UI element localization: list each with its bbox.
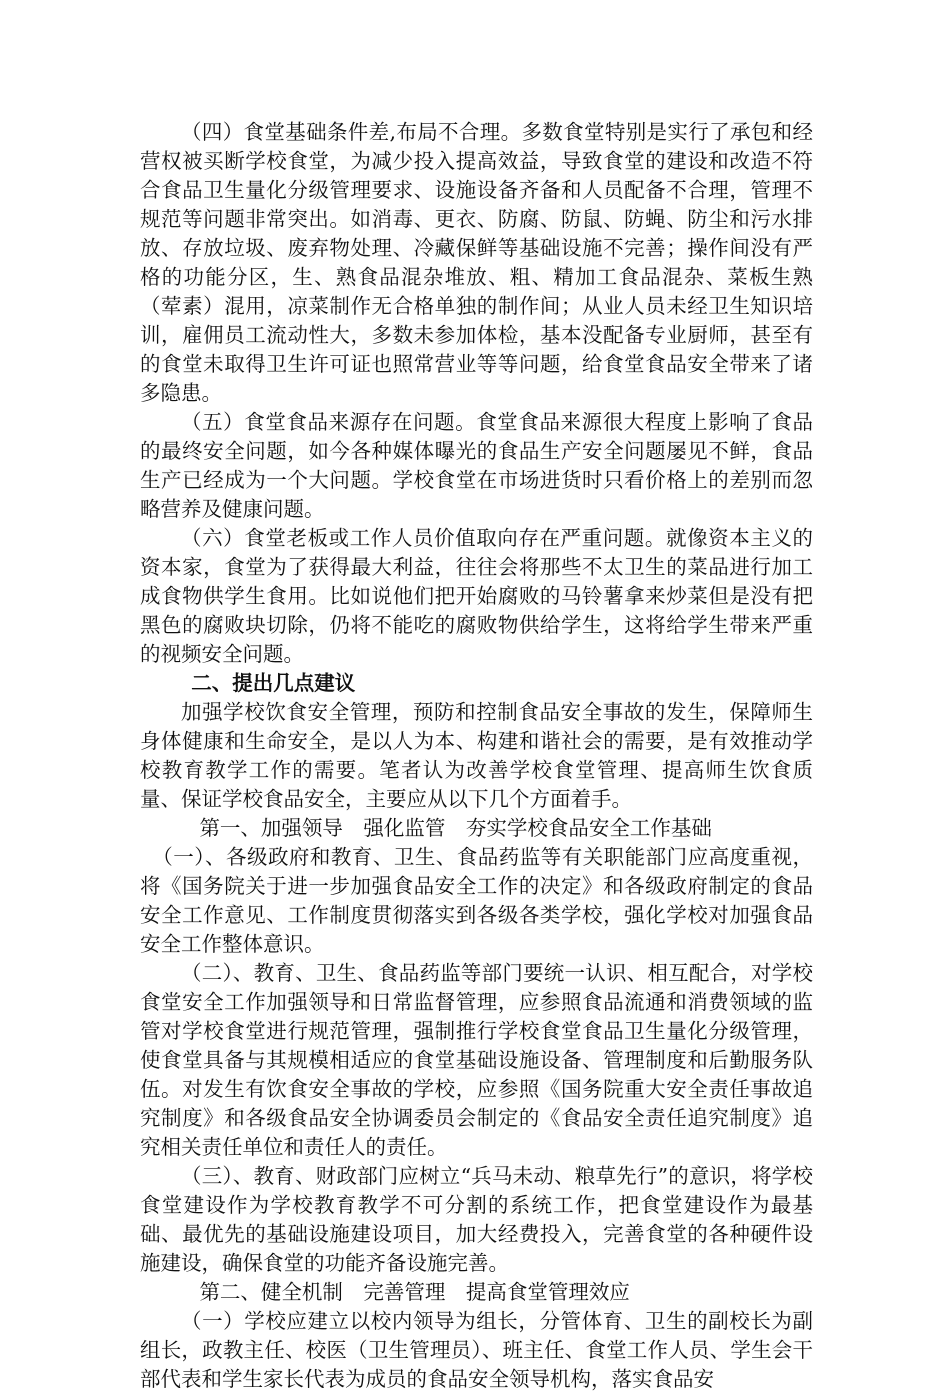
paragraph-staff-values: （六）食堂老板或工作人员价值取向存在严重问题。就像资本主义的资本家，食堂为了获得最大利益，往往会将那些不太卫生的菜品进行加工成食物供学生食用。比如说他们把开始腐败的马铃薯拿来炒菜但是没有把黑色的腐败块切除，仍将不能吃的腐败物供给学生，这将给学生带来严重的视频安全问题。 [140, 526, 813, 666]
section-heading-suggestions: 二、提出几点建议 [191, 671, 356, 695]
subheading-mechanism: 第二、健全机制 完善管理 提高食堂管理效应 [199, 1280, 630, 1304]
paragraph-funding: （三）、教育、财政部门应树立“兵马未动、粮草先行”的意识，将学校食堂建设作为学校教育教学不可分割的系统工作，把食堂建设作为最基础、最优先的基础设施建设项目，加大经费投入，完善食堂的各种硬件设施建设，确保食堂的功能齐备设施完善。 [140, 1164, 813, 1275]
paragraph-supervision: （二）、教育、卫生、食品药监等部门要统一认识、相互配合，对学校食堂安全工作加强领导和日常监督管理，应参照食品流通和消费领域的监管对学校食堂进行规范管理，强制推行学校食堂食品卫生量化分级管理，使食堂具备与其规模相适应的食堂基础设施设备、管理制度和后勤服务队伍。对发生有饮食安全事故的学校，应参照《国务院重大安全责任事故追究制度》和各级食品安全协调委员会制定的《食品安全责任追究制度》追究相关责任单位和责任人的责任。 [140, 961, 813, 1159]
document-page [140, 118, 813, 1394]
subheading-leadership: 第一、加强领导 强化监管 夯实学校食品安全工作基础 [199, 816, 712, 840]
paragraph-canteen-conditions: （四）食堂基础条件差,布局不合理。多数食堂特别是实行了承包和经营权被买断学校食堂，为减少投入提高效益，导致食堂的建设和改造不符合食品卫生量化分级管理要求、设施设备齐备和人员配备不合理，管理不规范等问题非常突出。如消毒、更衣、防腐、防鼠、防蝇、防尘和污水排放、存放垃圾、废弃物处理、冷藏保鲜等基础设施不完善；操作间没有严格的功能分区，生、熟食品混杂堆放、粗、精加工食品混杂、菜板生熟（荤素）混用，凉菜制作无合格单独的制作间；从业人员未经卫生知识培训，雇佣员工流动性大，多数未参加体检，基本没配备专业厨师，甚至有的食堂未取得卫生许可证也照常营业等等问题，给食堂食品安全带来了诸多隐患。 [140, 120, 813, 405]
paragraph-safety-organization: （一）学校应建立以校内领导为组长，分管体育、卫生的副校长为副组长，政教主任、校医（卫生管理员）、班主任、食堂工作人员、学生会干部代表和学生家长代表为成员的食品安全领导机构，落实食品安 [140, 1309, 813, 1391]
paragraph-suggestions-intro: 加强学校饮食安全管理，预防和控制食品安全事故的发生，保障师生身体健康和生命安全，是以人为本、构建和谐社会的需要，是有效推动学校教育教学工作的需要。笔者认为改善学校食堂管理、提高师生饮食质量、保证学校食品安全，主要应从以下几个方面着手。 [140, 700, 813, 811]
paragraph-government-departments: （一）、各级政府和教育、卫生、食品药监等有关职能部门应高度重视，将《国务院关于进一步加强食品安全工作的决定》和各级政府制定的食品安全工作意见、工作制度贯彻落实到各级各类学校，强化学校对加强食品安全工作整体意识。 [140, 845, 813, 956]
paragraph-food-source: （五）食堂食品来源存在问题。食堂食品来源很大程度上影响了食品的最终安全问题，如今各种媒体曝光的食品生产安全问题屡见不鲜，食品生产已经成为一个大问题。学校食堂在市场进货时只看价格上的差别而忽略营养及健康问题。 [140, 410, 813, 521]
